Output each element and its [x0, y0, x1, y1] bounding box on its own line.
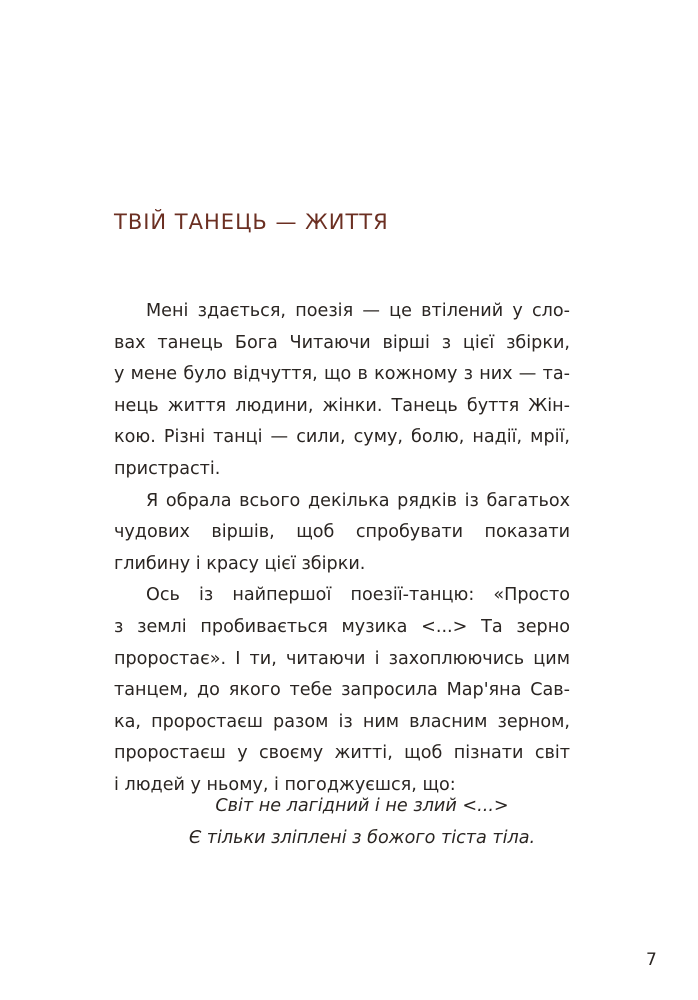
- text-line: і людей у ньому, і погоджуєшся, що:: [114, 774, 456, 795]
- verse-line: Світ не лагідний і не злий <...>: [215, 796, 509, 816]
- text-line: нець життя людини, жінки. Танець буття Жін-: [114, 395, 570, 416]
- verse-line: Є тільки зліплені з божого тіста тіла.: [188, 828, 536, 848]
- text-line: у мене було відчуття, що в кожному з них — та-: [114, 364, 570, 385]
- body-text: [114, 296, 570, 802]
- text-line: Я обрала всього декілька рядків із багатьох: [146, 490, 570, 511]
- text-line: вах танець Бога Читаючи вірші з цієї збірки,: [114, 332, 570, 353]
- chapter-heading: ТВІЙ ТАНЕЦЬ — ЖИТТЯ: [114, 210, 389, 234]
- text-line: Мені здається, поезія — це втілений у сло-: [146, 301, 570, 321]
- text-line: з землі пробивається музика <...> Та зерно: [114, 616, 570, 637]
- text-line: танцем, до якого тебе запросила Мар'яна Сав-: [114, 680, 570, 701]
- text-line: глибину і красу цієї збірки.: [114, 553, 366, 574]
- text-line: пристрасті.: [114, 458, 221, 479]
- text-line: проростаєш у своєму житті, щоб пізнати світ: [114, 743, 570, 764]
- text-line: проростає». І ти, читаючи і захоплюючись цим: [114, 648, 570, 669]
- text-line: кою. Різні танці — сили, суму, болю, надії, мрії,: [114, 427, 570, 448]
- page-number: 7: [646, 950, 657, 970]
- text-line: ка, проростаєш разом із ним власним зерном,: [114, 711, 570, 732]
- text-line: Ось із найпершої поезії-танцю: «Просто: [146, 585, 570, 606]
- text-line: чудових віршів, щоб спробувати показати: [114, 522, 570, 543]
- verse-quote: [114, 790, 610, 854]
